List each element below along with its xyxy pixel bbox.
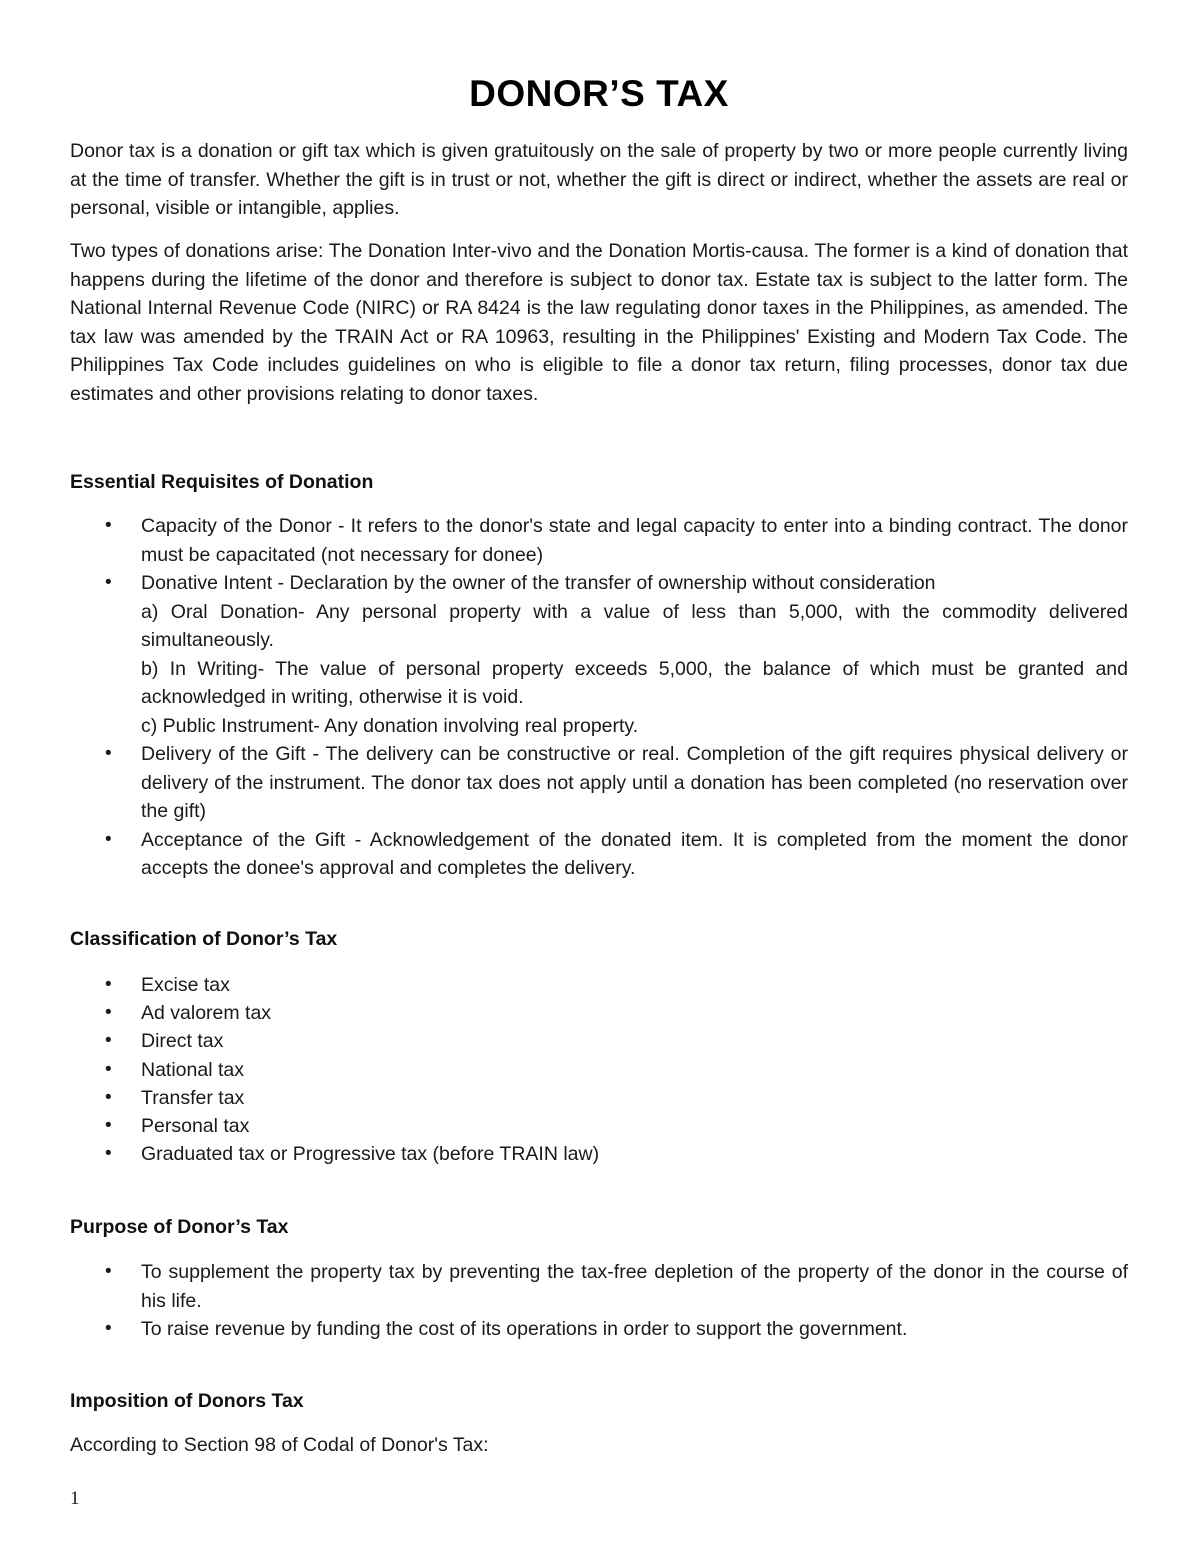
list-item bbox=[70, 971, 1128, 999]
list-item-text: Donative Intent - Declaration by the owner of the transfer of ownership without consideration bbox=[141, 572, 936, 594]
list-item bbox=[70, 1112, 1128, 1140]
list-item-text: Ad valorem tax bbox=[141, 1002, 272, 1025]
bullet-icon: • bbox=[105, 1261, 112, 1282]
purpose-list bbox=[70, 1258, 1128, 1344]
list-item bbox=[70, 512, 1128, 569]
list-item bbox=[70, 1084, 1128, 1112]
bullet-icon: • bbox=[105, 1115, 112, 1137]
list-item-text: To supplement the property tax by preventing the tax-free depletion of the property of the donor in the course of his life. bbox=[141, 1261, 1128, 1312]
list-item-text: National tax bbox=[141, 1058, 244, 1081]
bullet-icon: • bbox=[105, 1086, 112, 1108]
list-item-text: Capacity of the Donor - It refers to the donor's state and legal capacity to enter into a binding contract. The donor must be capacitated (not necessary for donee) bbox=[141, 515, 1128, 566]
intro-paragraph-1: Donor tax is a donation or gift tax which is given gratuitously on the sale of property by two or more people currently living at the time of transfer. Whether the gift is in trust or not, whether the gift is direct or indirect, whether the assets are real or personal, visible or intangible, applies. bbox=[70, 140, 1128, 219]
list-item-text: To raise revenue by funding the cost of its operations in order to support the government. bbox=[141, 1318, 908, 1340]
bullet-icon: • bbox=[105, 515, 112, 536]
imposition-text: According to Section 98 of Codal of Donor's Tax: bbox=[70, 1434, 489, 1456]
list-item bbox=[70, 569, 1128, 740]
list-item-text: Direct tax bbox=[141, 1030, 224, 1053]
list-item bbox=[70, 1027, 1128, 1055]
page-number: 1 bbox=[70, 1488, 80, 1509]
list-item-text: Graduated tax or Progressive tax (before TRAIN law) bbox=[141, 1143, 600, 1166]
purpose-heading: Purpose of Donor’s Tax bbox=[70, 1216, 289, 1238]
list-item bbox=[70, 826, 1128, 883]
bullet-icon: • bbox=[105, 572, 112, 593]
imposition-heading: Imposition of Donors Tax bbox=[70, 1390, 304, 1412]
list-item-text: Excise tax bbox=[141, 974, 230, 996]
requisites-heading: Essential Requisites of Donation bbox=[70, 471, 374, 493]
list-item-text: Personal tax bbox=[141, 1115, 250, 1138]
list-item bbox=[70, 1315, 1128, 1344]
intro-paragraph-2: Two types of donations arise: The Donation Inter-vivo and the Donation Mortis-causa. The former is a kind of donation that happens during the lifetime of the donor and therefore is subject to donor tax. Estate tax is subject to the latter form. The National Internal Revenue Code (NIRC) or RA 8424 is the law regulating donor taxes in the Philippines, as amended. The tax law was amended by the TRAIN Act or RA 10963, resulting in the Philippines' Existing and Modern Tax Code. The Philippines Tax Code includes guidelines on who is eligible to file a donor tax return, filing processes, donor tax due estimates and other provisions relating to donor taxes. bbox=[70, 240, 1128, 405]
sub-item-oral-donation: a) Oral Donation- Any personal property with a value of less than 5,000, with the commodity delivered simultaneously. bbox=[141, 600, 1128, 651]
bullet-icon: • bbox=[105, 1318, 112, 1339]
list-item bbox=[70, 999, 1128, 1027]
bullet-icon: • bbox=[105, 1030, 112, 1052]
list-item bbox=[70, 1056, 1128, 1084]
sub-item-public-instrument: c) Public Instrument- Any donation involving real property. bbox=[141, 714, 639, 737]
list-item-text: Transfer tax bbox=[141, 1086, 245, 1109]
bullet-icon: • bbox=[105, 743, 112, 764]
bullet-icon: • bbox=[105, 1058, 112, 1080]
list-item bbox=[70, 1140, 1128, 1168]
sub-item-in-writing: b) In Writing- The value of personal property exceeds 5,000, the balance of which must be granted and acknowledged in writing, otherwise it is void. bbox=[141, 657, 1128, 708]
requisites-list bbox=[70, 512, 1128, 883]
classification-heading: Classification of Donor’s Tax bbox=[70, 928, 338, 950]
bullet-icon: • bbox=[105, 1143, 112, 1165]
bullet-icon: • bbox=[105, 828, 112, 850]
list-item bbox=[70, 1258, 1128, 1315]
document-title: DONOR’S TAX bbox=[469, 73, 729, 114]
list-item-text: Delivery of the Gift - The delivery can be constructive or real. Completion of the gift requires physical delivery or delivery of the instrument. The donor tax does not apply until a donation has been completed (no reservation over the gift) bbox=[141, 743, 1128, 822]
list-item-text: Acceptance of the Gift - Acknowledgement of the donated item. It is completed from the moment the donor accepts the donee's approval and completes the delivery. bbox=[141, 828, 1128, 879]
bullet-icon: • bbox=[105, 974, 112, 995]
list-item bbox=[70, 740, 1128, 826]
bullet-icon: • bbox=[105, 1002, 112, 1024]
classification-list bbox=[70, 971, 1128, 1168]
